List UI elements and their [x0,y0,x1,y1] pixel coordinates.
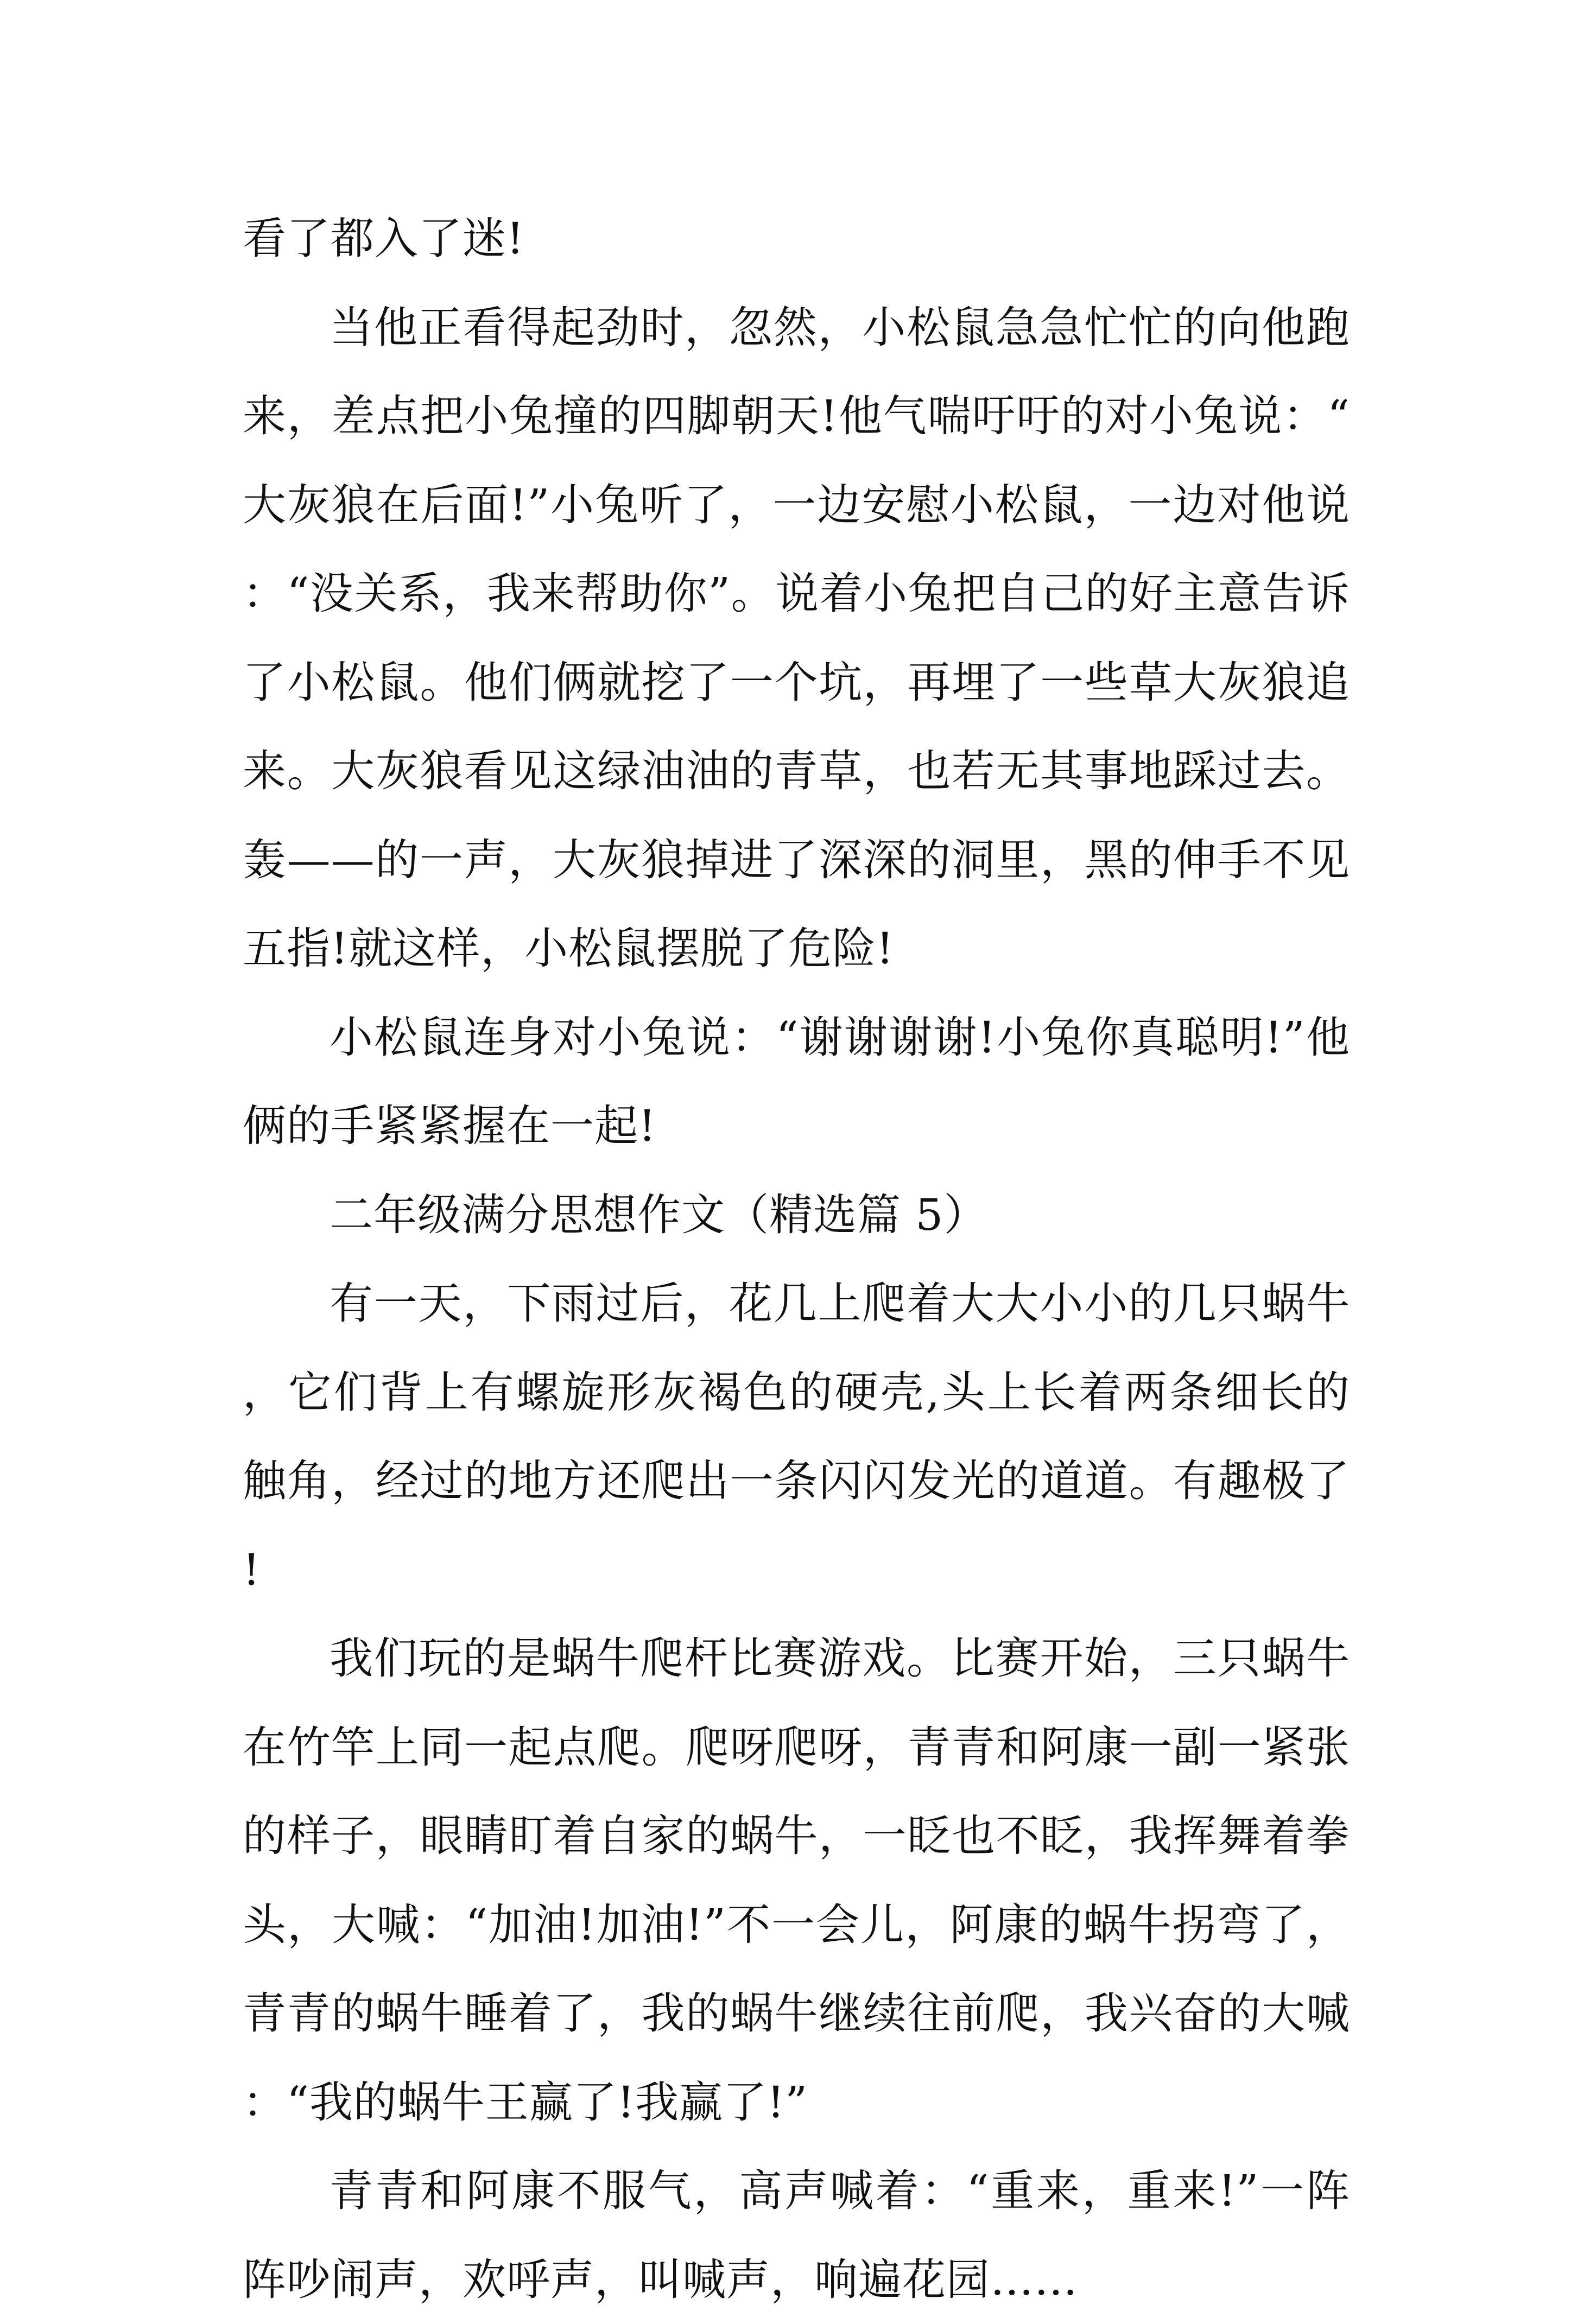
section-heading: 二年级满分思想作文（精选篇 5） [330,1189,988,1240]
paragraph: 小松鼠连身对小兔说：“谢谢谢谢!小兔你真聪明!”他俩的手紧紧握在一起! [243,1012,1350,1151]
paragraph: 当他正看得起劲时，忽然，小松鼠急急忙忙的向他跑来，差点把小兔撞的四脚朝天!他气喘吁吁的对小兔说：“大灰狼在后面!”小兔听了，一边安慰小松鼠，一边对他说：“没关系，我来帮助你”。说着小兔把自己的好主意告诉了小松鼠。他们俩就挖了一个坑，再埋了一些草大灰狼追来。大灰狼看见这绿油油的青草，也若无其事地踩过去。轰——的一声，大灰狼掉进了深深的洞里，黑的伸手不见五指!就这样，小松鼠摆脱了危险! [243,302,1350,974]
document-body [243,194,1350,2324]
paragraph-continuation: 看了都入了迷! [243,213,525,264]
paragraph: 青青和阿康不服气，高声喊着：“重来，重来!”一阵阵吵闹声，欢呼声，叫喊声，响遍花园…… [243,2166,1350,2305]
paragraph: 有一天，下雨过后，花几上爬着大大小小的几只蜗牛，它们背上有螺旋形灰褐色的硬壳,头上长着两条细长的触角，经过的地方还爬出一条闪闪发光的道道。有趣极了! [243,1278,1350,1595]
paragraph: 我们玩的是蜗牛爬杆比赛游戏。比赛开始，三只蜗牛在竹竿上同一起点爬。爬呀爬呀，青青和阿康一副一紧张的样子，眼睛盯着自家的蜗牛，一眨也不眨，我挥舞着拳头，大喊：“加油!加油!”不一会儿，阿康的蜗牛拐弯了，青青的蜗牛睡着了，我的蜗牛继续往前爬，我兴奋的大喊：“我的蜗牛王赢了!我赢了!” [243,1633,1350,2128]
